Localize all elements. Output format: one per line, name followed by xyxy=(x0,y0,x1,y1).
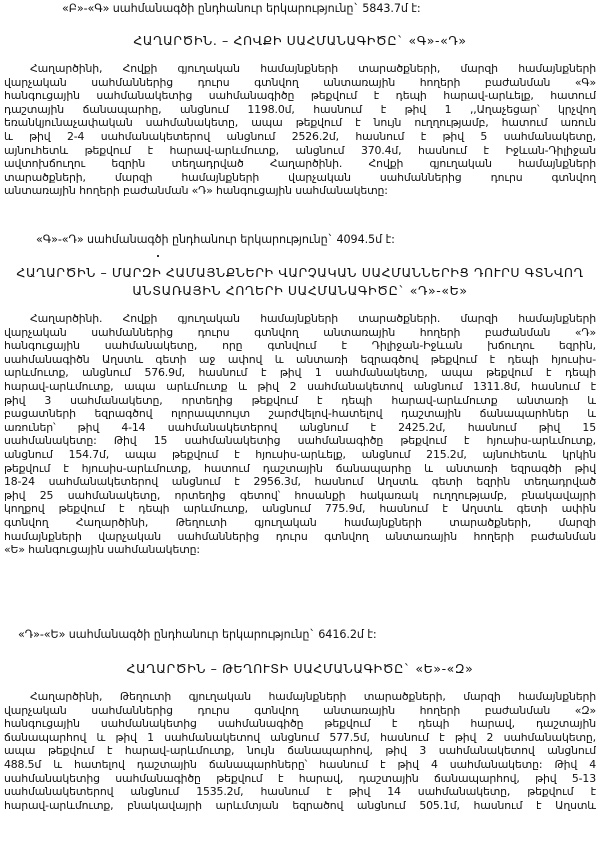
paragraph-line: անցնում 154.7մ, ապա թեքվում է հյուսիս-արևելք, անցնում 215.2մ, այնուհետև կրկին xyxy=(4,447,596,461)
section-summary-b-g: «Բ»-«Գ» սահմանագծի ընդհանուր երկարությունը` 5843.7մ է: xyxy=(62,2,421,15)
paragraph-line: հարավ-արևմուտք, ապա արևմուտք և թիվ 2 սահմանակետով անցնում 1311.8մ, հասնում է xyxy=(4,379,596,393)
paragraph-line: հանգուցային սահմանակետից սահմանագիծը թեքվում է դեպի հարավ-արևելք, հատում xyxy=(4,89,596,103)
paragraph-line: սահմանակետերով անցնում 1535.2մ, հասնում է թիվ 14 սահմանակետը, թեքվում է xyxy=(4,785,596,799)
section-summary-d-e: «Դ»-«Ե» սահմանագծի ընդհանուր երկարությունը` 6416.2մ է: xyxy=(18,628,377,641)
paragraph-line: հանգուցային սահմանակետից սահմանագիծը թեքվում է դեպի հարավ, դաշտային xyxy=(4,717,596,731)
paragraph-line: գտնվող Հաղարծինի, Թեղուտի գյուղական համայնքների տարածքների, մարզի xyxy=(4,515,596,529)
section-heading-d-e-line2: ԱՆՏԱՌԱՅԻՆ ՀՈՂԵՐԻ ՍԱՀՄԱՆԱԳԻԾԸ` «Դ»-«Ե» xyxy=(132,283,468,298)
section-heading-e-z: ՀԱՂԱՐԾԻՆ – ԹԵՂՈՒՏԻ ՍԱՀՄԱՆԱԳԻԾԸ` «Ե»-«Զ» xyxy=(126,661,474,676)
paragraph-line: կողքով թեքվում է դեպի արևմուտք, անցնում 775.9մ, հասնում է Աղստև գետի ափին xyxy=(4,502,596,516)
paragraph-line: այնուհետև թեքվում է հարավ-արևմուտք, անցնում 370.4մ, հասնում է Իջևան-Դիլիջան xyxy=(4,143,596,157)
paragraph-line: հանգուցային սահմանակետը, որը գտնվում է Դիլիջան-Իջևան խճուղու եզրին, xyxy=(4,339,596,353)
section-paragraph-e-z xyxy=(4,690,596,812)
paragraph-line: եռանկյունաչափական սահմանակետը, ապա թեքվում է նույն ուղղությամբ, հատում առուն xyxy=(4,116,596,130)
paragraph-line: ճանապարհով և թիվ 1 սահմանակետով անցնում 577.5մ, հասնում է թիվ 2 սահմանակետը, xyxy=(4,730,596,744)
paragraph-line: համայնքների վարչական սահմաններից դուրս գտնվող անտառային հողերի բաժանման xyxy=(4,529,596,543)
paragraph-line: վարչական սահմաններից դուրս գտնվող անտառային հողերի բաժանման «Գ» xyxy=(4,75,596,89)
paragraph-line: 18-24 սահմանակետերով անցնում է 2956.3մ, հասնում Աղստև գետի եզրին տեղադրված xyxy=(4,475,596,489)
paragraph-line: թիվ 3 սահմանակետը, որտեղից թեքվում է դեպի հարավ-արևմուտք անտառի և xyxy=(4,393,596,407)
paragraph-line: ավտոխճուղու եզրին տեղադրված Հաղարծինի. Հովքի գյուղական համայնքների xyxy=(4,157,596,171)
paragraph-line: թիվ 25 սահմանակետը, որտեղից գետով՝ հոսանքի հակառակ ուղղությամբ, բնակավայրի xyxy=(4,488,596,502)
paragraph-line: Հաղարծինի, Թեղուտի գյուղական համայնքների տարածքների, մարզի համայնքների xyxy=(30,690,596,703)
paragraph-line: հարավ-արևմուտք, բնակավայրի արևմտյան եզրածով անցնում 505.1մ, հասնում է Աղստև xyxy=(4,798,596,812)
section-paragraph-g-d xyxy=(4,62,596,198)
paragraph-line: 488.5մ և հատելով դաշտային ճանապարհները՝ հասնում է թիվ 4 սահմանակետը: Թիվ 4 xyxy=(4,757,596,771)
paragraph-line: անտառային հողերի բաժանման «Դ» հանգուցային սահմանակետը: xyxy=(4,184,388,198)
paragraph-line: տարածքների, մարզի համայնքների վարչական սահմաններից դուրս գտնվող xyxy=(4,170,596,184)
paragraph-line: սահմանակետը: Թիվ 15 սահմանակետից սահմանագիծը թեքվում է հյուսիս-արևմուտք, xyxy=(4,434,596,448)
paragraph-line: սահմանագիծն Աղստև գետի աջ ափով և անտառի եզրագծով թեքվում է դեպի հյուսիս- xyxy=(4,352,596,366)
paragraph-line: վարչական սահմաններից դուրս գտնվող անտառային հողերի բաժանման «Դ» xyxy=(4,325,596,339)
paragraph-line: ապա թեքվում է հարավ-արևմուտք, նույն ճանապարհով, թիվ 3 սահմանակետով անցնում xyxy=(4,744,596,758)
section-heading-d-e-line1: ՀԱՂԱՐԾԻՆ – ՄԱՐԶԻ ՀԱՄԱՅՆՔՆԵՐԻ ՎԱՐՉԱԿԱՆ ՍԱՀՄԱՆՆԵՐԻՑ ԴՈՒՐՍ ԳՏՆՎՈՂ xyxy=(16,265,584,280)
section-paragraph-d-e xyxy=(4,312,596,557)
paragraph-line: Հաղարծինի. Հովքի գյուղական համայնքների տարածքների. մարզի համայնքների xyxy=(30,312,596,325)
paragraph-line: և թիվ 2-4 սահմանակետերով անցնում 2526.2մ, հասնում է թիվ 5 սահմանակետը, xyxy=(4,129,596,143)
paragraph-line: «Ե» հանգուցային սահմանակետը: xyxy=(4,543,200,557)
section-heading-g-d: ՀԱՂԱՐԾԻՆ. – ՀՈՎՔԻ ՍԱՀՄԱՆԱԳԻԾԸ` «Գ»-«Դ» xyxy=(133,33,467,48)
paragraph-line: բացատների եզրագծով ոլորապտույտ շարժվելով-հատելով դաշտային ճանապարհներ և xyxy=(4,407,596,421)
paragraph-line: դաշտային ճանապարհը, անցնում 1198.0մ, հասնում է թիվ 1 ,,Աղաչեցար՝ կրչվող xyxy=(4,102,596,116)
paragraph-line: վարչական սահմաններից դուրս գտնվող անտառային հողերի բաժանման «Զ» xyxy=(4,703,596,717)
section-summary-g-d: «Գ»-«Դ» սահմանագծի ընդհանուր երկարությունը` 4094.5մ է: xyxy=(36,233,395,246)
paragraph-line: արևմուտք, անցնում 576.9մ, հասնում է թիվ 1 սահմանակետը, ապա թեքվում է դեպի xyxy=(4,366,596,380)
paragraph-line: Հաղարծինի, Հովքի գյուղական համայնքների տարածքների, մարզի համայնքների xyxy=(30,62,596,75)
paragraph-line: առուներ՝ թիվ 4-14 սահմանակետերով անցնում է 2425.2մ, հասնում թիվ 15 xyxy=(4,420,596,434)
paragraph-line: թեքվում է հյուսիս-արևմուտք, հատում դաշտային ճանապարհը և անտառի եզրագծի թիվ xyxy=(4,461,596,475)
scan-artifact-dot xyxy=(157,255,159,257)
paragraph-line: սահմանակետից սահմանագիծը թեքվում է հարավ, դաշտային ճանապարհով, թիվ 5-13 xyxy=(4,771,596,785)
